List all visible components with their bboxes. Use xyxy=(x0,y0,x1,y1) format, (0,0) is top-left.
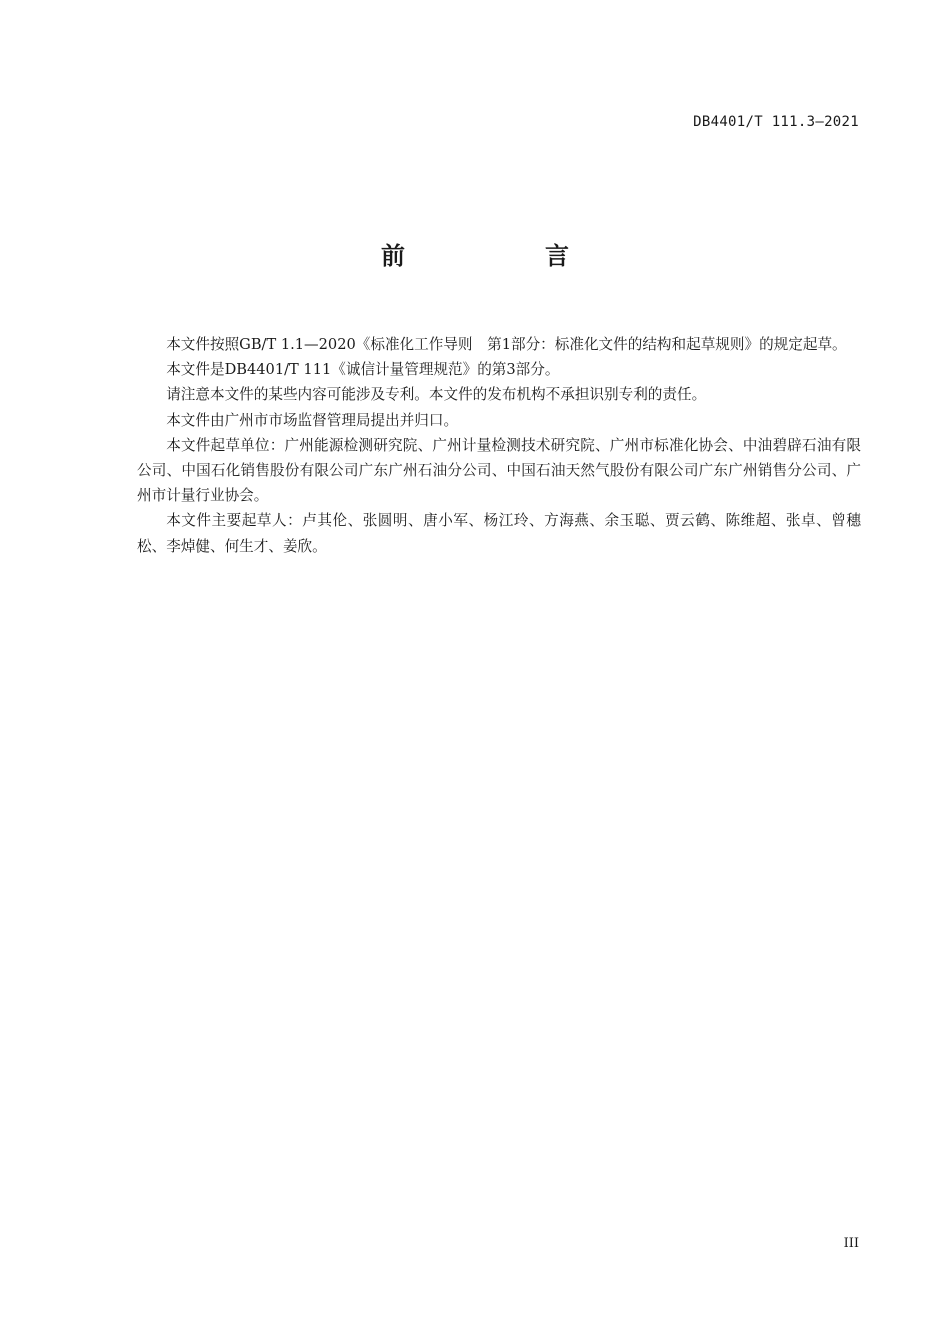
paragraph-drafters: 本文件主要起草人：卢其伦、张圆明、唐小军、杨江玲、方海燕、余玉聪、贾云鹤、陈维超、张卓、曾穗松、李焯健、何生才、姜欣。 xyxy=(137,512,861,555)
paragraph-drafting-units: 本文件起草单位：广州能源检测研究院、广州计量检测技术研究院、广州市标准化协会、中油碧辟石油有限公司、中国石化销售股份有限公司广东广州石油分公司、中国石油天然气股份有限公司广东广州销售分公司、广州市计量行业协会。 xyxy=(137,436,861,505)
page-number: III xyxy=(843,1236,859,1251)
paragraph-series-part: 本文件是DB4401/T 111《诚信计量管理规范》的第3部分。 xyxy=(166,361,560,379)
document-code: DB4401/T 111.3—2021 xyxy=(693,114,859,130)
paragraph-drafting-rules: 本文件按照GB/T 1.1—2020《标准化工作导则 第1部分：标准化文件的结构和起草规则》的规定起草。 xyxy=(166,336,847,353)
page-title: 前 言 xyxy=(381,242,627,270)
paragraph-proposer: 本文件由广州市市场监督管理局提出并归口。 xyxy=(166,411,459,429)
paragraph-patent-notice: 请注意本文件的某些内容可能涉及专利。本文件的发布机构不承担识别专利的责任。 xyxy=(166,386,707,404)
foreword-body xyxy=(137,332,861,559)
